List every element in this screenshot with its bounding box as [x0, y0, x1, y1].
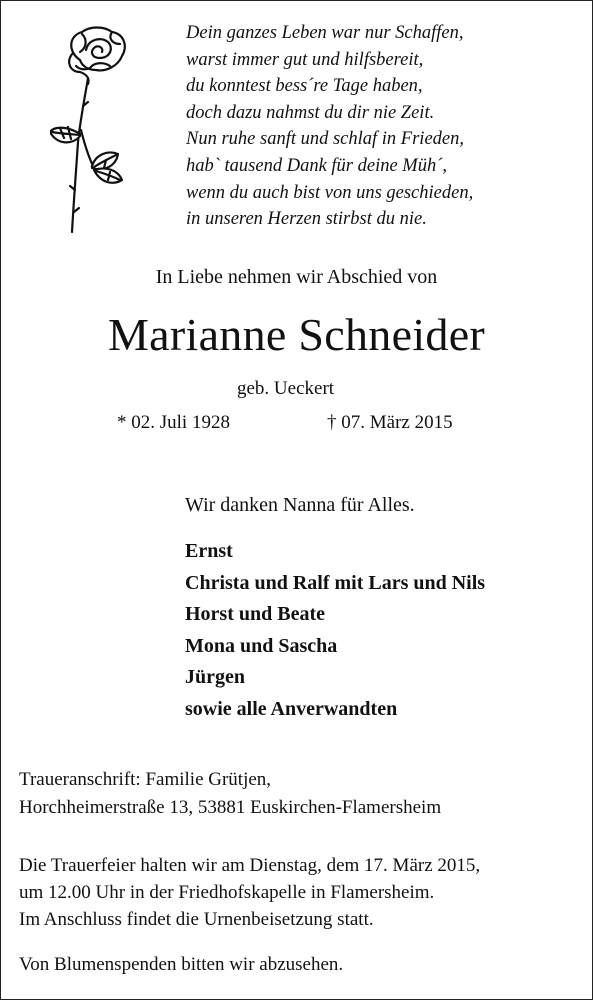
family-member: sowie alle Anverwandten — [185, 697, 398, 720]
address-line: Horchheimerstraße 13, 53881 Euskirchen-Flamersheim — [19, 797, 442, 818]
birth-date: * 02. Juli 1928 — [117, 412, 230, 433]
maiden-name: geb. Ueckert — [237, 378, 335, 399]
thanks-line: Wir danken Nanna für Alles. — [185, 494, 415, 516]
family-member: Ernst — [185, 540, 233, 562]
family-member: Mona und Sascha — [185, 634, 338, 657]
death-date: † 07. März 2015 — [327, 412, 453, 433]
poem-line: du konntest bess´re Tage haben, — [186, 76, 423, 97]
address-line: Traueranschrift: Familie Grütjen, — [19, 769, 272, 790]
family-member: Christa und Ralf mit Lars und Nils — [185, 571, 486, 594]
farewell-intro: In Liebe nehmen wir Abschied von — [155, 266, 438, 288]
poem-line: doch dazu nahmst du dir nie Zeit. — [186, 102, 435, 123]
poem-line: wenn du auch bist von uns geschieden, — [186, 182, 474, 203]
ceremony-line: Im Anschluss findet die Urnenbeisetzung statt. — [19, 909, 374, 930]
family-list — [185, 536, 485, 725]
poem — [186, 20, 473, 233]
ceremony-info — [19, 852, 480, 933]
ceremony-line: um 12.00 Uhr in der Friedhofskapelle in Flamersheim. — [19, 882, 435, 903]
mourning-address — [19, 766, 441, 822]
poem-line: hab` tausend Dank für deine Müh´, — [186, 155, 448, 176]
poem-line: in unseren Herzen stirbst du nie. — [186, 209, 427, 230]
rose-icon — [50, 22, 140, 237]
ceremony-line: Die Trauerfeier halten wir am Dienstag, dem 17. März 2015, — [19, 855, 481, 876]
poem-line: Dein ganzes Leben war nur Schaffen, — [186, 23, 464, 43]
family-member: Horst und Beate — [185, 603, 325, 625]
poem-line: warst immer gut und hilfsbereit, — [186, 49, 424, 70]
flowers-note: Von Blumenspenden bitten wir abzusehen. — [19, 954, 344, 975]
family-member: Jürgen — [185, 666, 245, 688]
poem-line: Nun ruhe sanft und schlaf in Frieden, — [186, 129, 464, 150]
deceased-name: Marianne Schneider — [107, 309, 486, 360]
